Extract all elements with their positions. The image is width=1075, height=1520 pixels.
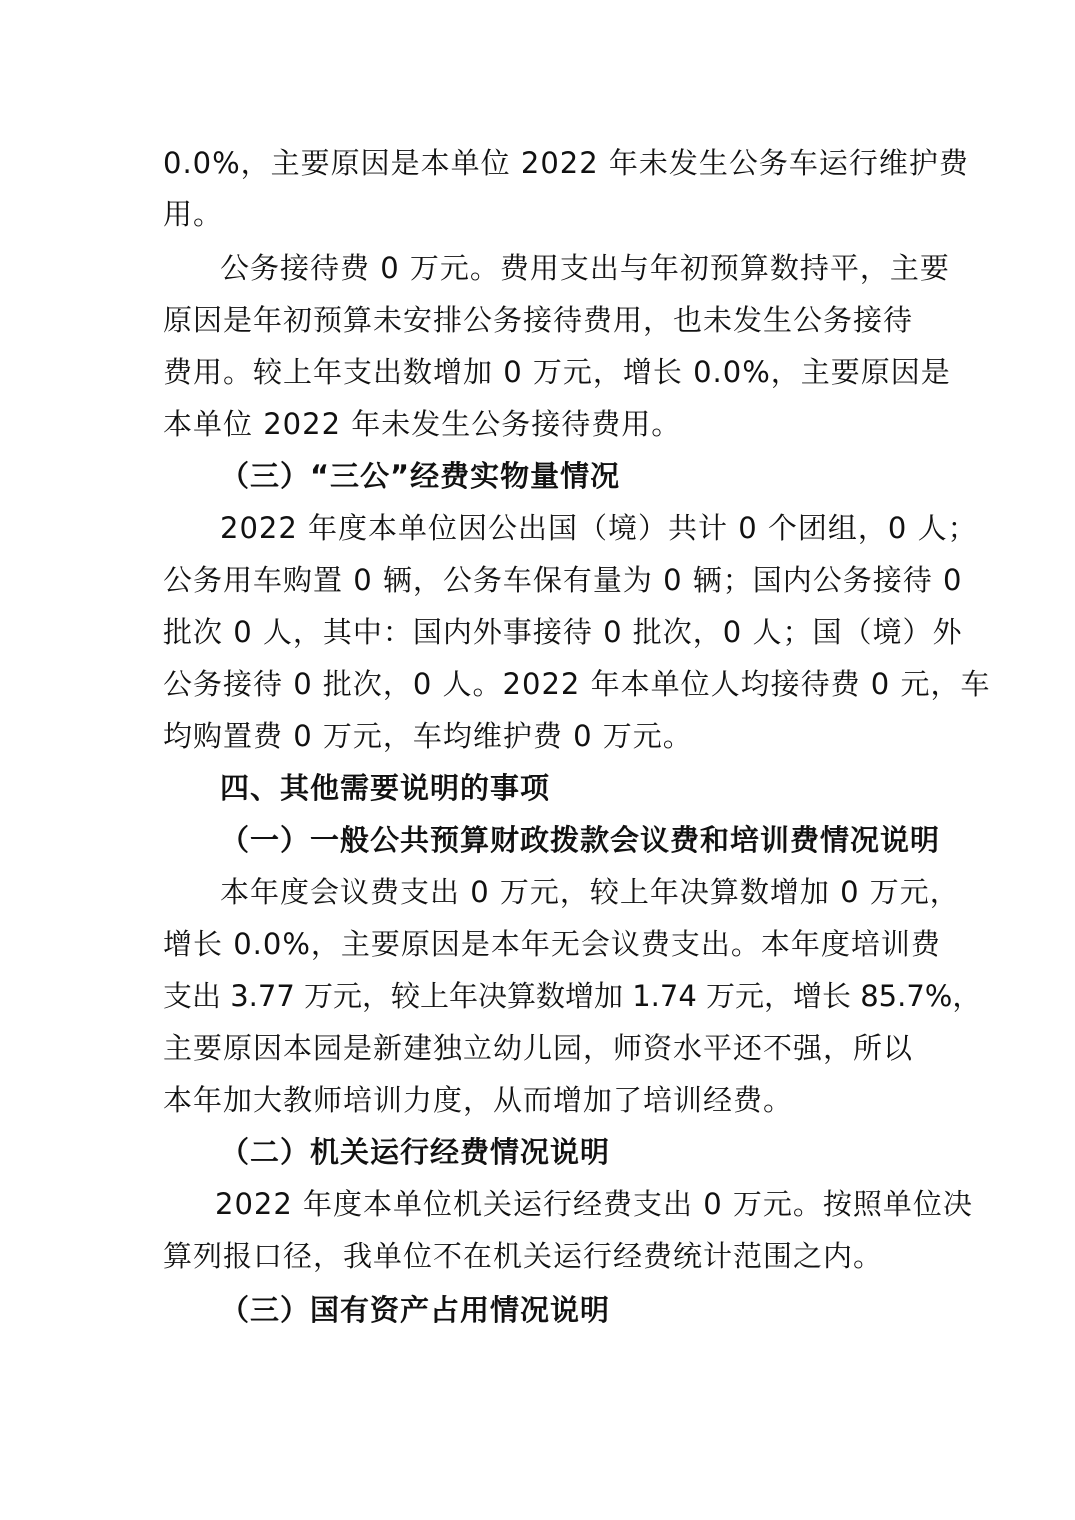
text-line: 算列报口径，我单位不在机关运行经费统计范围之内。 [163,1239,884,1273]
text-line: 费用。较上年支出数增加 0 万元，增长 0.0%，主要原因是 [163,355,951,389]
text-line: 主要原因本园是新建独立幼儿园，师资水平还不强，所以 [163,1031,914,1065]
text-line: 本单位 2022 年未发生公务接待费用。 [163,407,682,441]
section-heading: 四、其他需要说明的事项 [220,771,551,805]
section-heading: （二）机关运行经费情况说明 [220,1135,611,1169]
section-heading: （三）国有资产占用情况说明 [220,1293,611,1327]
text-line: 支出 3.77 万元，较上年决算数增加 1.74 万元，增长 85.7%， [163,979,982,1013]
text-line: 增长 0.0%，主要原因是本年无会议费支出。本年度培训费 [163,927,941,961]
text-line: 公务用车购置 0 辆，公务车保有量为 0 辆；国内公务接待 0 [163,563,963,597]
text-line: 2022 年度本单位因公出国（境）共计 0 个团组，0 人； [220,511,978,545]
text-line: 批次 0 人，其中：国内外事接待 0 批次，0 人；国（境）外 [163,615,963,649]
section-heading: （一）一般公共预算财政拨款会议费和培训费情况说明 [220,823,941,857]
text-line: 2022 年度本单位机关运行经费支出 0 万元。按照单位决 [215,1187,973,1221]
text-line: 0.0%，主要原因是本单位 2022 年未发生公务车运行维护费 [163,146,969,180]
text-line: 用。 [163,197,224,231]
text-line: 公务接待费 0 万元。费用支出与年初预算数持平，主要 [220,251,950,285]
text-line: 公务接待 0 批次，0 人。2022 年本单位人均接待费 0 元，车 [163,667,991,701]
section-heading: （三）“三公”经费实物量情况 [220,459,621,493]
text-line: 原因是年初预算未安排公务接待费用，也未发生公务接待 [163,303,914,337]
text-line: 均购置费 0 万元，车均维护费 0 万元。 [163,719,693,753]
text-line: 本年加大教师培训力度，从而增加了培训经费。 [163,1083,794,1117]
text-line: 本年度会议费支出 0 万元，较上年决算数增加 0 万元， [220,875,960,909]
